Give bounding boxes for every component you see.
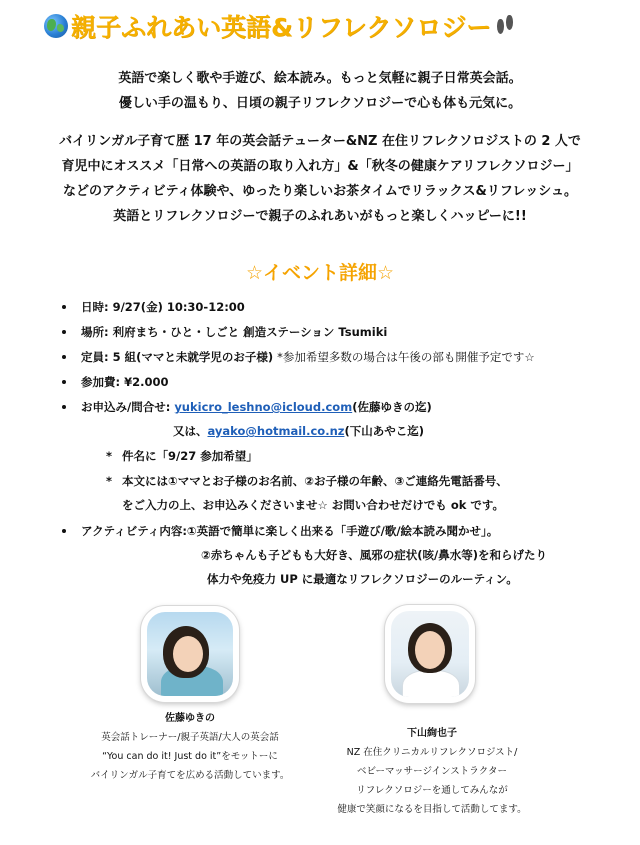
profile-name: 佐藤ゆきの bbox=[165, 713, 215, 724]
asterisk-mark: * bbox=[106, 474, 113, 488]
intro-line: バイリンガル子育て歴 17 年の英会話テューター&NZ 在住リフレクソロジストの 2 人で bbox=[59, 134, 581, 149]
intro-line: 優しい手の温もり、日頃の親子リフレクソロジーで心も体も元気に。 bbox=[118, 96, 522, 111]
profile-yukino bbox=[70, 709, 310, 785]
bullet-icon bbox=[62, 355, 66, 359]
profile-line: 英会話トレーナー/親子英語/大人の英会話 bbox=[101, 732, 279, 743]
bullet-icon bbox=[62, 380, 66, 384]
profile-line: “You can do it! Just do it”をモットーに bbox=[102, 751, 278, 762]
bullet-icon bbox=[62, 305, 66, 309]
intro-paragraph-2 bbox=[0, 129, 640, 229]
profile-line: ベビーマッサージインストラクター bbox=[356, 766, 508, 777]
profile-photo-yukino bbox=[141, 606, 239, 702]
profile-name: 下山絢也子 bbox=[407, 728, 457, 739]
email-link-2[interactable]: ayako@hotmail.co.nz bbox=[207, 424, 345, 438]
bullet-icon bbox=[62, 330, 66, 334]
intro-paragraph-1 bbox=[0, 66, 640, 116]
asterisk-mark: * bbox=[106, 449, 113, 463]
profile-line: リフレクソロジーを通してみんなが bbox=[356, 785, 508, 796]
title-text: 親子ふれあい英語&リフレクソロジー bbox=[71, 13, 492, 42]
capacity-note: *参加希望多数の場合は午後の部も開催予定です☆ bbox=[277, 350, 535, 364]
intro-line: 育児中にオススメ「日常への英語の取り入れ方」&「秋冬の健康ケアリフレクソロジー」 bbox=[61, 159, 579, 174]
profile-line: NZ 在住クリニカルリフレクソロジスト/ bbox=[346, 747, 518, 758]
intro-line: などのアクティビティ体験や、ゆったり楽しいお茶タイムでリラックス&リフレッシュ。 bbox=[63, 184, 577, 199]
page-title bbox=[44, 6, 604, 46]
footprints-icon bbox=[497, 19, 513, 34]
globe-icon bbox=[44, 14, 68, 38]
bullet-icon bbox=[62, 405, 66, 409]
profile-ayako bbox=[312, 724, 552, 819]
profile-photo-ayako bbox=[385, 605, 475, 703]
bullet-icon bbox=[62, 529, 66, 533]
intro-line: 英語とリフレクソロジーで親子のふれあいがもっと楽しくハッピーに!! bbox=[113, 209, 527, 224]
event-details-heading: ☆イベント詳細☆ bbox=[245, 262, 395, 284]
email-link-1[interactable]: yukicro_leshno@icloud.com bbox=[174, 400, 353, 414]
profile-line: 健康で笑顔になるを目指して活動してます。 bbox=[337, 804, 527, 815]
profile-line: バイリンガル子育てを広める活動しています。 bbox=[90, 770, 290, 781]
intro-line: 英語で楽しく歌や手遊び、絵本読み。もっと気軽に親子日常英会話。 bbox=[118, 71, 522, 86]
